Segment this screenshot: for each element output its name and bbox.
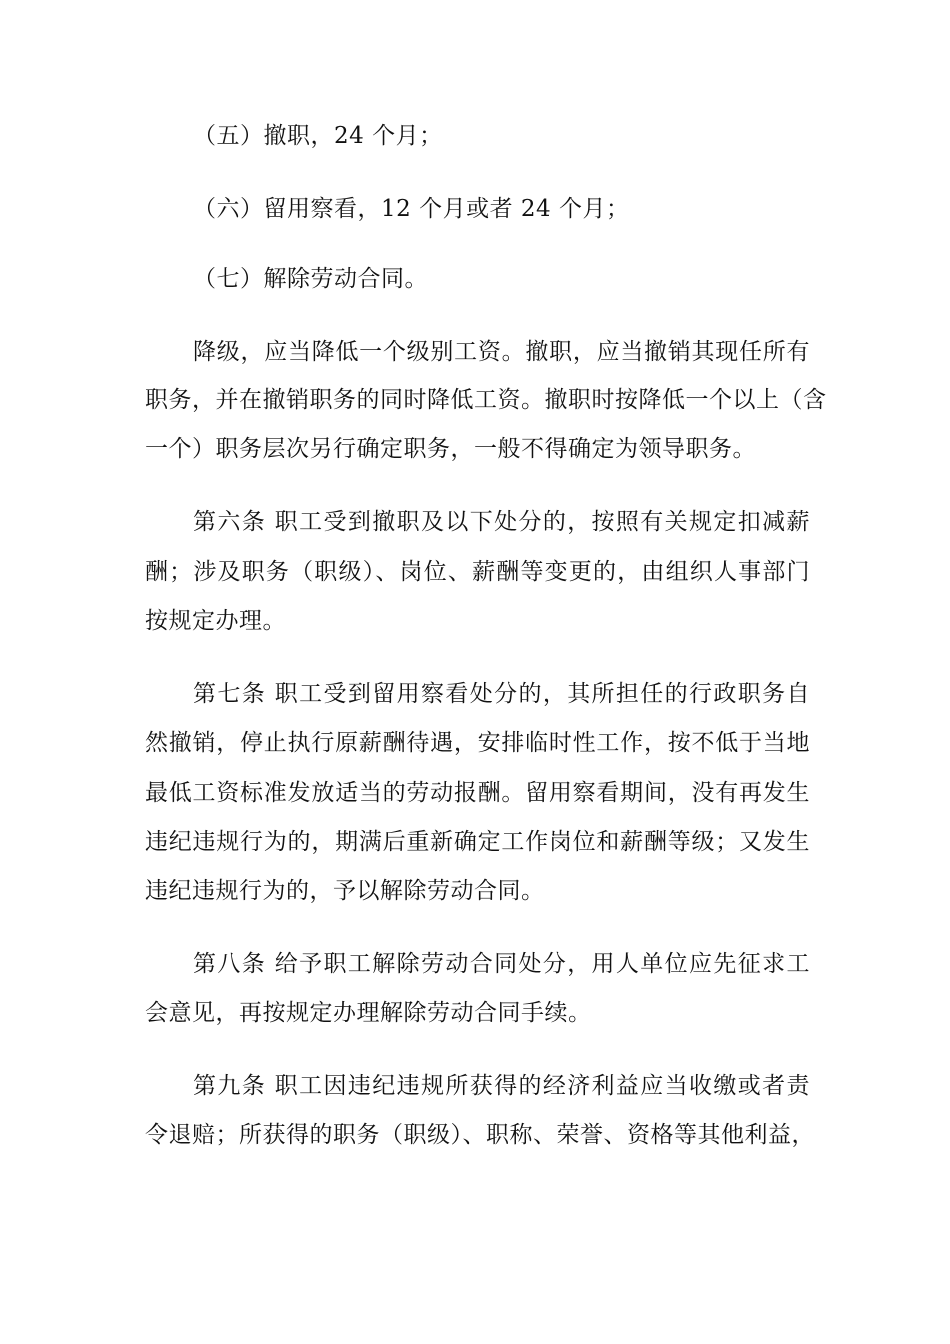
article-seven-line: 最低工资标准发放适当的劳动报酬。留用察看期间，没有再发生 (145, 780, 810, 806)
article-nine-line: 第九条 职工因违纪违规所获得的经济利益应当收缴或者责 (193, 1073, 810, 1099)
article-six-line: 按规定办理。 (145, 608, 286, 634)
item-five: （五）撤职，24 个月； (193, 123, 443, 149)
paragraph-demotion-line: 职务，并在撤销职务的同时降低工资。撤职时按降低一个以上（含 (145, 387, 827, 413)
article-seven-line: 违纪违规行为的，予以解除劳动合同。 (145, 878, 545, 904)
article-six-line: 酬；涉及职务（职级）、岗位、薪酬等变更的，由组织人事部门 (145, 559, 810, 585)
article-seven-line: 违纪违规行为的，期满后重新确定工作岗位和薪酬等级；又发生 (145, 829, 810, 855)
paragraph-demotion-line: 一个）职务层次另行确定职务，一般不得确定为领导职务。 (145, 436, 756, 462)
article-eight-line: 会意见，再按规定办理解除劳动合同手续。 (145, 1000, 592, 1026)
paragraph-demotion-line: 降级，应当降低一个级别工资。撤职，应当撤销其现任所有 (193, 339, 810, 365)
article-nine-line: 令退赔；所获得的职务（职级）、职称、荣誉、资格等其他利益， (145, 1122, 815, 1148)
article-seven-line: 然撤销，停止执行原薪酬待遇，安排临时性工作，按不低于当地 (145, 730, 810, 756)
item-seven: （七）解除劳动合同。 (193, 266, 428, 292)
article-seven-line: 第七条 职工受到留用察看处分的，其所担任的行政职务自 (193, 681, 810, 707)
article-eight-line: 第八条 给予职工解除劳动合同处分，用人单位应先征求工 (193, 951, 810, 977)
article-six-line: 第六条 职工受到撤职及以下处分的，按照有关规定扣减薪 (193, 509, 810, 535)
item-six: （六）留用察看，12 个月或者 24 个月； (193, 196, 630, 222)
